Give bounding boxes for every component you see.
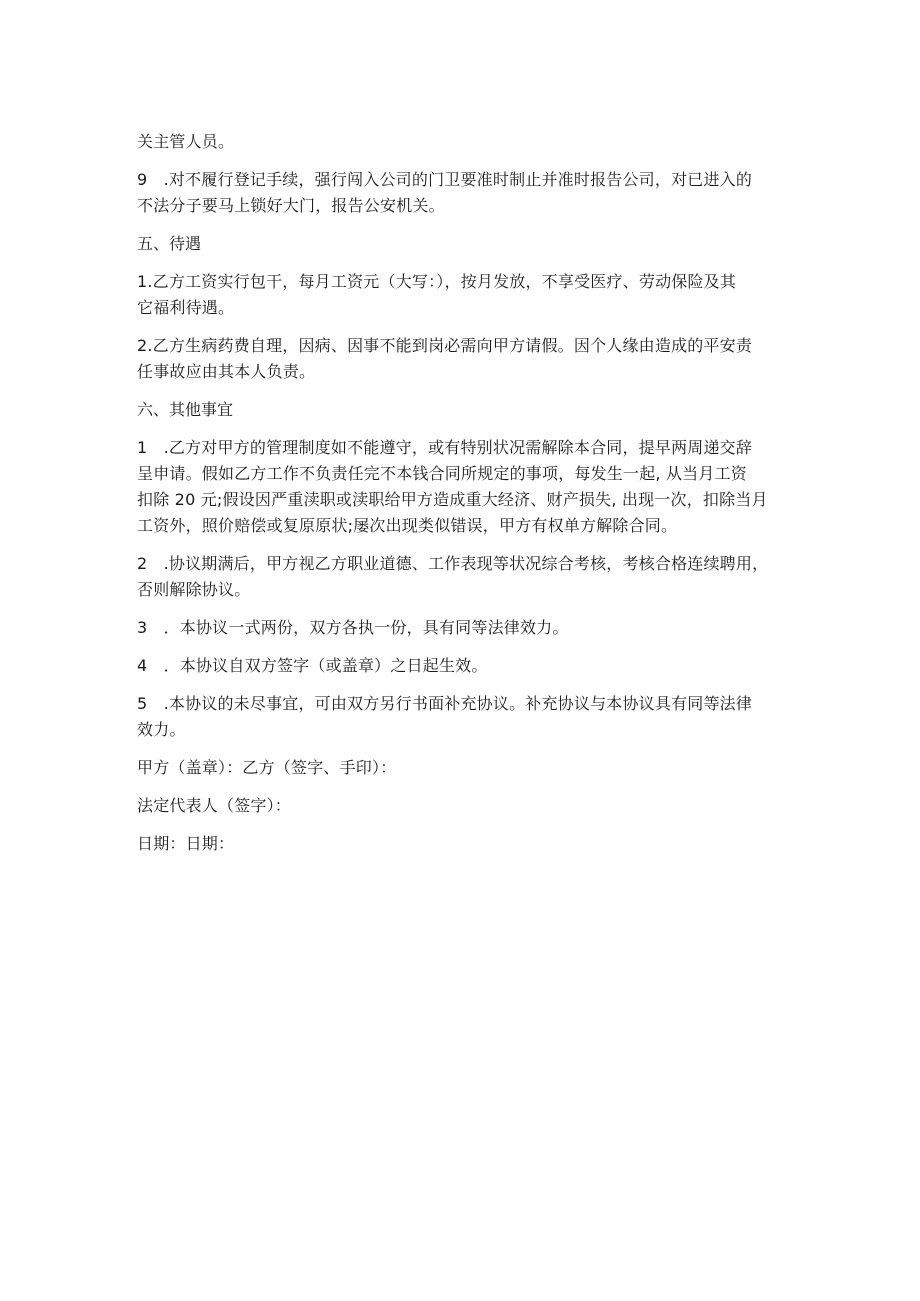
signature-legal-rep-line [137, 793, 797, 819]
para-other-2-expiry [137, 551, 797, 603]
text-line: 1 .乙方对甲方的管理制度如不能遵守，或有特别状况需解除本合同，提早两周递交辞 [137, 438, 753, 457]
para-treatment-2-sick-leave [137, 333, 797, 385]
section-heading-treatment [137, 231, 797, 257]
document-body [137, 129, 797, 869]
para-treatment-1-salary [137, 269, 797, 321]
text-line: 它福利待遇。 [137, 298, 235, 317]
text-line: 2.乙方生病药费自理，因病、因事不能到岗必需向甲方请假。因个人缘由造成的平安责 [137, 336, 753, 355]
text-line: 呈申请。假如乙方工作不负责任完不本钱合同所规定的事项，每发生一起, 从当月工资 [137, 464, 747, 483]
para-other-5-supplement [137, 691, 797, 743]
para-continued-responsible-staff [137, 129, 797, 155]
text-line: 4 ．本协议自双方签字（或盖章）之日起生效。 [137, 656, 488, 675]
signature-date-line [137, 831, 797, 857]
text-line: 3 ．本协议一式两份，双方各执一份，具有同等法律效力。 [137, 618, 569, 637]
text-line: 关主管人员。 [137, 132, 235, 151]
signature-party-line [137, 755, 797, 781]
text-line: 法定代表人（签字）： [137, 796, 292, 815]
text-line: 五、待遇 [137, 234, 202, 253]
para-other-3-copies [137, 615, 797, 641]
text-line: 扣除 20 元;假设因严重渎职或渎职给甲方造成重大经济、财产损失, 出现一次，扣除当月 [137, 490, 768, 509]
text-line: 否则解除协议。 [137, 580, 251, 599]
section-heading-other-matters [137, 397, 797, 423]
text-line: 任事故应由其本人负责。 [137, 362, 316, 381]
text-line: 甲方（盖章）：乙方（签字、手印）： [137, 758, 397, 777]
text-line: 工资外，照价赔偿或复原原状;屡次出现类似错误，甲方有权单方解除合同。 [137, 516, 678, 535]
text-line: 9 .对不履行登记手续，强行闯入公司的门卫要准时制止并准时报告公司，对已进入的 [137, 170, 753, 189]
text-line: 1.乙方工资实行包干，每月工资元（大写：），按月发放，不享受医疗、劳动保险及其 [137, 272, 737, 291]
text-line: 日期：日期： [137, 834, 235, 853]
text-line: 2 .协议期满后，甲方视乙方职业道德、工作表现等状况综合考核，考核合格连续聘用， [137, 554, 769, 573]
para-other-4-effective [137, 653, 797, 679]
para-other-1-termination [137, 435, 797, 539]
para-item-9-unregistered-entry [137, 167, 797, 219]
text-line: 六、其他事宜 [137, 400, 234, 419]
text-line: 效力。 [137, 720, 186, 739]
text-line: 5 .本协议的未尽事宜，可由双方另行书面补充协议。补充协议与本协议具有同等法律 [137, 694, 753, 713]
text-line: 不法分子要马上锁好大门，报告公安机关。 [137, 196, 445, 215]
